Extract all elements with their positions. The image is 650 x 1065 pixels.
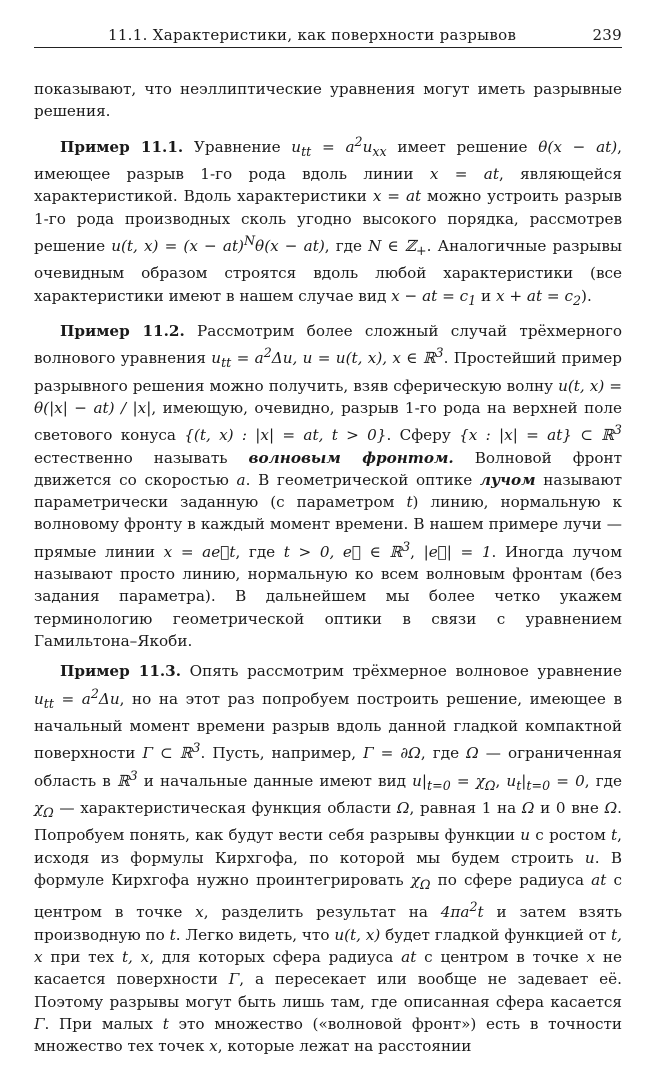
formula-fragment: θ(x − at): [255, 236, 325, 255]
text-run: ).: [581, 286, 592, 305]
text-run: с центром в точке: [34, 870, 622, 922]
paragraph-p1: [34, 131, 622, 312]
text-run: . В формуле Кирхгофа нужно проинтегрировать: [34, 848, 622, 889]
formula-fragment: = χ: [450, 771, 485, 790]
page-number: 239: [592, 26, 622, 44]
text-run: — характеристическая функция области: [53, 799, 397, 817]
formula-fragment: Ω: [43, 805, 54, 821]
formula-fragment: Ω: [484, 777, 496, 793]
formula-fragment: t: [162, 1014, 169, 1033]
formula-fragment: u(t, x) = θ(|x| − at) / |x|: [34, 376, 622, 417]
formula-fragment: χ: [34, 799, 44, 817]
text-run: , для которых сфера радиуса: [149, 947, 402, 966]
formula-fragment: x + at = c: [495, 286, 573, 305]
formula-fragment: x: [586, 947, 596, 966]
text-run: и 0 вне: [534, 799, 605, 817]
paragraph-p2: [34, 320, 622, 652]
formula-fragment: u|: [412, 771, 428, 790]
formula-fragment: Ω: [521, 799, 535, 817]
text-run: . Аналогичные разрывы очевидным образом строятся вдоль любой характеристики (все характеристики имеют в нашем случае вид: [34, 236, 623, 305]
text-run: будет гладкой функцией от: [380, 925, 612, 944]
text-run: показывают, что неэллиптические уравнения могут иметь разрывные решения.: [34, 80, 622, 121]
text-run: , которые лежат на расстоянии: [217, 1037, 472, 1056]
text-run: . Пусть, например,: [200, 744, 364, 763]
formula-fragment: u: [584, 848, 595, 867]
text-run: , исходя из формулы Кирхгофа, по которой мы будем строить: [34, 826, 622, 867]
text-run: , разделить результат на: [203, 903, 441, 922]
text-run: — ограниченная область в: [34, 744, 622, 790]
formula-fragment: xx: [372, 143, 387, 159]
formula-fragment: t=0: [427, 777, 451, 793]
formula-fragment: {x : |x| = at} ⊂ ℝ: [459, 426, 614, 445]
formula-fragment: x = ae⃗t: [163, 542, 236, 561]
formula-fragment: 2: [354, 133, 363, 149]
text-run: . Попробуем понять, как будут вести себя разрывы функции: [34, 799, 622, 845]
text-run: . При малых: [44, 1014, 163, 1033]
formula-fragment: 3: [613, 422, 622, 438]
formula-fragment: 3: [192, 740, 201, 756]
text-run: , где: [584, 771, 623, 790]
formula-fragment: N ∈ ℤ: [368, 236, 417, 255]
formula-fragment: at: [401, 947, 417, 966]
text-run: и затем взять производную по: [34, 903, 622, 944]
text-run: и начальные данные имеют вид: [137, 771, 413, 790]
formula-fragment: 3: [435, 345, 444, 361]
formula-fragment: Ω: [604, 799, 618, 817]
formula-fragment: Γ ⊂ ℝ: [142, 744, 193, 763]
example-heading: Пример 11.2.: [60, 321, 185, 340]
text-run: ,: [410, 542, 424, 561]
formula-fragment: |e⃗| = 1: [423, 542, 492, 561]
text-run: можно устроить разрыв 1-го рода производных сколь угодно высокого порядка, рассмотрев решение: [34, 187, 622, 255]
formula-fragment: t=0: [526, 777, 551, 793]
formula-fragment: Δu: [98, 689, 120, 708]
text-run: , где: [420, 744, 467, 763]
formula-fragment: tt: [301, 143, 312, 159]
formula-fragment: x − at = c: [391, 286, 469, 305]
text-run: Волновой фронт движется со скоростью: [34, 448, 623, 489]
text-run: это множество («волновой фронт») есть в точности множество тех точек: [34, 1014, 622, 1056]
text-run: Рассмотрим более сложный случай трёхмерного волнового уравнения: [34, 321, 622, 368]
formula-fragment: x = at: [429, 164, 499, 183]
formula-fragment: +: [416, 242, 427, 258]
text-run: . Сферу: [386, 426, 460, 445]
text-run: , являющейся характеристикой. Вдоль характеристики: [34, 164, 622, 206]
formula-fragment: 2: [572, 292, 582, 308]
formula-fragment: u: [291, 137, 302, 156]
formula-fragment: {(t, x) : |x| = at, t > 0}: [184, 426, 387, 445]
text-run: , где: [324, 236, 369, 255]
text-run: не касается поверхности: [34, 947, 622, 989]
formula-fragment: 2: [263, 345, 272, 361]
formula-fragment: at: [591, 870, 607, 889]
formula-fragment: tt: [221, 355, 232, 371]
text-run: . Иногда лучом называют просто линию, нормальную ко всем волновым фронтам (без задания параметра). В дальнейшем мы более четко укажем терминологию геометрической оптики в связи с уравнением Гамильтона–Якоби.: [34, 542, 623, 650]
formula-fragment: Ω: [419, 876, 431, 892]
text-run: естественно называть: [34, 448, 249, 467]
formula-fragment: x: [209, 1037, 218, 1056]
formula-fragment: t, x: [121, 947, 150, 966]
formula-fragment: Γ = ∂Ω: [363, 744, 421, 763]
formula-fragment: θ(x − at): [538, 137, 618, 156]
formula-fragment: 3: [129, 767, 138, 783]
formula-fragment: t: [611, 826, 618, 845]
formula-fragment: u: [520, 826, 531, 845]
text-run: ) линию, нормальную к волновому фронту в каждый момент времени. В нашем примере лучи — прямые линии: [34, 493, 622, 561]
formula-fragment: Ω: [466, 744, 479, 763]
formula-fragment: t: [169, 925, 176, 944]
paragraph-p3: [34, 660, 622, 1057]
formula-fragment: 4πa: [440, 903, 470, 922]
text-run: с ростом: [530, 826, 612, 845]
example-heading: Пример 11.1.: [60, 137, 184, 156]
formula-fragment: u: [34, 689, 44, 708]
formula-fragment: x = at: [372, 187, 422, 206]
formula-fragment: u: [506, 771, 517, 790]
formula-fragment: 3: [402, 538, 411, 554]
formula-fragment: Δu, u = u(t, x), x ∈ ℝ: [271, 349, 436, 368]
text-run: с центром в точке: [416, 947, 587, 966]
formula-fragment: u(t, x): [334, 925, 381, 944]
formula-fragment: Ω: [396, 799, 410, 817]
formula-fragment: t, x: [34, 925, 622, 966]
running-title: 11.1. Характеристики, как поверхности разрывов: [108, 26, 517, 44]
text-run: при тех: [42, 947, 122, 966]
text-run: и: [476, 286, 496, 305]
running-header: [34, 26, 622, 48]
formula-fragment: u(t, x) = (x − at): [111, 236, 244, 255]
text-run: имеет решение: [386, 137, 539, 156]
formula-fragment: = a: [231, 349, 264, 368]
text-run: , имеющее разрыв 1-го рода вдоль линии: [34, 137, 622, 183]
formula-fragment: N: [243, 232, 256, 248]
formula-fragment: t > 0, e⃗ ∈ ℝ: [283, 542, 403, 561]
example-heading: Пример 11.3.: [60, 662, 182, 681]
formula-fragment: = a: [311, 137, 355, 156]
text-run: Уравнение: [183, 137, 292, 156]
formula-fragment: = 0: [550, 771, 585, 790]
text-run: , а пересекает или вообще не задевает её. Поэтому разрывы могут быть лишь там, где описанная сфера касается: [34, 970, 622, 1011]
text-run: Опять рассмотрим трёхмерное волновое уравнение: [181, 662, 623, 681]
text-run: ,: [495, 771, 507, 790]
formula-fragment: a: [236, 470, 246, 489]
text-run: , равная 1 на: [409, 799, 522, 817]
formula-fragment: |: [521, 771, 527, 790]
text-run: , имеющую, очевидно, разрыв 1-го рода на верхней поле светового конуса: [34, 398, 623, 445]
page-body: [34, 78, 622, 1065]
formula-fragment: 1: [468, 292, 477, 308]
text-run: . Простейший пример разрывного решения можно получить, взяв сферическую волну: [34, 349, 623, 395]
formula-fragment: t: [406, 493, 413, 512]
paragraph-p0: [34, 78, 622, 123]
text-run: . В геометрической оптике: [245, 470, 480, 489]
formula-fragment: ℝ: [116, 771, 130, 790]
formula-fragment: Γ: [228, 970, 240, 989]
text-run: , где: [235, 542, 284, 561]
text-run: по сфере радиуса: [430, 870, 592, 889]
formula-fragment: tt: [43, 695, 54, 711]
formula-fragment: Γ: [34, 1014, 45, 1033]
formula-fragment: 2: [469, 899, 478, 915]
text-run: называют параметрически заданную (с параметром: [34, 470, 623, 512]
emphasized-term: волновым фронтом.: [248, 448, 454, 467]
formula-fragment: = a: [53, 689, 91, 708]
emphasized-term: лучом: [479, 470, 536, 489]
formula-fragment: u: [211, 349, 222, 368]
text-run: , но на этот раз попробуем построить решение, имеющее в начальный момент времени разрыв вдоль данной гладкой компактной поверхности: [34, 689, 623, 763]
formula-fragment: t: [516, 777, 522, 793]
text-run: . Легко видеть, что: [175, 925, 335, 944]
formula-fragment: t: [477, 903, 484, 922]
formula-fragment: u: [362, 137, 373, 156]
formula-fragment: χ: [410, 870, 420, 889]
formula-fragment: x: [195, 903, 204, 922]
formula-fragment: 2: [90, 685, 99, 701]
